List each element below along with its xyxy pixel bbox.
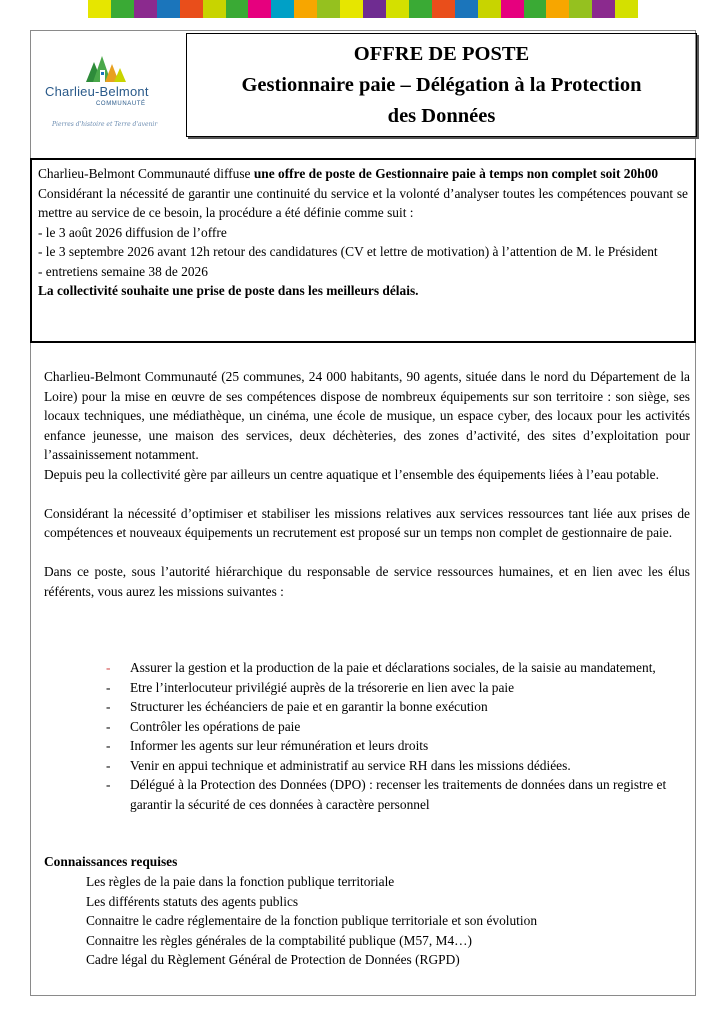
mission-text: Informer les agents sur leur rémunération et leurs droits <box>130 738 429 753</box>
mission-text: Contrôler les opérations de paie <box>130 718 301 734</box>
logo-subtitle: COMMUNAUTÉ <box>96 101 146 107</box>
title-line-1: OFFRE DE POSTE <box>353 43 530 65</box>
list-item: Les différents statuts des agents publics <box>86 893 299 909</box>
color-stripe <box>340 0 363 18</box>
paragraph-presentation: Charlieu-Belmont Communauté (25 communes, 24 000 habitants, 90 agents, située dans le nord du Département de la Loire) pour la mise en œuvre de ses compétences dispose de nombreux équipements sur son territoire : son siège, ses locaux techniques, une médiathèque, un cinéma, une école de musique, un espace cyber, des locaux pour les activités enfance jeunesse, une maison des services, deux déchèteries, des zones d’activité, des sites d’exploitation pour l’assainissement notamment. <box>44 369 690 462</box>
mission-text: Venir en appui technique et administratif au service RH dans les missions dédiées. <box>130 757 571 773</box>
list-item: Connaitre les règles générales de la comptabilité publique (M57, M4…) <box>86 932 472 948</box>
offer-intro-bold: une offre de poste de Gestionnaire paie à temps non complet soit 20h00 <box>253 166 659 181</box>
paragraph-recruitment: Considérant la nécessité d’optimiser et stabiliser les missions relatives aux services ressources tant liée aux prises de compétences et nouveaux équipements un recrutement est proposé sur un temps non complet de gestionnaire de paie. <box>44 505 690 540</box>
title-line-2: Gestionnaire paie – Délégation à la Protection <box>241 74 642 96</box>
color-stripe <box>226 0 249 18</box>
color-stripe <box>157 0 180 18</box>
color-stripe <box>134 0 157 18</box>
color-stripe <box>317 0 340 18</box>
requirements-title: Connaissances requises <box>44 854 178 869</box>
color-stripe <box>592 0 615 18</box>
color-stripe <box>271 0 294 18</box>
color-stripe <box>248 0 271 18</box>
color-stripe <box>615 0 638 18</box>
list-item: Cadre légal du Règlement Général de Protection de Données (RGPD) <box>86 952 460 967</box>
list-item: - Venir en appui technique et administratif au service RH dans les missions dédiées. <box>106 757 571 773</box>
color-stripe-banner <box>88 0 638 18</box>
color-stripe <box>478 0 501 18</box>
list-item: - Assurer la gestion et la production de la paie et déclarations sociales, de la saisie au mandatement, <box>106 660 656 675</box>
list-item: - Structurer les échéanciers de paie et en garantir la bonne exécution <box>106 699 488 714</box>
mission-text: Structurer les échéanciers de paie et en garantir la bonne exécution <box>130 699 488 714</box>
title-line-3: des Données <box>387 105 496 127</box>
color-stripe <box>432 0 455 18</box>
list-item: - Délégué à la Protection des Données (DPO) : recenser les traitements de données dans un registre et garantir la sécurité de ces données à caractère personnel <box>106 777 667 812</box>
color-stripe <box>409 0 432 18</box>
color-stripe <box>363 0 386 18</box>
offer-intro <box>38 164 688 184</box>
list-item: - Informer les agents sur leur rémunération et leurs droits <box>106 738 429 753</box>
offer-step-2: - le 3 septembre 2026 avant 12h retour des candidatures (CV et lettre de motivation) à l’attention de M. le Président <box>38 244 658 259</box>
offer-considering: Considérant la nécessité de garantir une continuité du service et la volonté d’analyser toutes les compétences pouvant se mettre au service de ce besoin, la procédure a été définie comme suit : <box>38 185 688 220</box>
offer-closing <box>38 281 688 301</box>
offer-step-1: - le 3 août 2026 diffusion de l’offre <box>38 224 227 240</box>
color-stripe <box>455 0 478 18</box>
list-item: - Contrôler les opérations de paie <box>106 718 301 734</box>
color-stripe <box>524 0 547 18</box>
color-stripe <box>88 0 111 18</box>
logo-slogan: Pierres d'histoire et Terre d'avenir <box>52 121 158 128</box>
mission-text: Assurer la gestion et la production de la paie et déclarations sociales, de la saisie au mandatement, <box>130 660 656 675</box>
offer-intro-plain: Charlieu-Belmont Communauté diffuse <box>38 166 254 181</box>
list-item: - Etre l’interlocuteur privilégié auprès de la trésorerie en lien avec la paie <box>106 679 515 695</box>
color-stripe <box>294 0 317 18</box>
color-stripe <box>203 0 226 18</box>
title-box <box>186 33 697 137</box>
color-stripe <box>501 0 524 18</box>
logo-name: Charlieu-Belmont <box>45 84 149 99</box>
color-stripe <box>386 0 409 18</box>
offer-summary-box <box>30 158 696 343</box>
requirements-list <box>86 872 537 970</box>
offer-step-3: - entretiens semaine 38 de 2026 <box>38 263 208 279</box>
mission-text: Etre l’interlocuteur privilégié auprès de la trésorerie en lien avec la paie <box>130 679 515 695</box>
paragraph-missions-intro: Dans ce poste, sous l’autorité hiérarchique du responsable de service ressources humaines, et en lien avec les élus référents, vous aurez les missions suivantes : <box>44 564 690 599</box>
list-item: Connaitre le cadre réglementaire de la fonction publique territoriale et son évolution <box>86 913 538 928</box>
color-stripe <box>569 0 592 18</box>
missions-list <box>100 658 690 814</box>
main-text <box>44 367 690 601</box>
color-stripe <box>546 0 569 18</box>
color-stripe <box>111 0 134 18</box>
paragraph-recent: Depuis peu la collectivité gère par ailleurs un centre aquatique et l’ensemble des équipements liées à l’eau potable. <box>44 466 659 482</box>
list-item: Les règles de la paie dans la fonction publique territoriale <box>86 874 395 889</box>
color-stripe <box>180 0 203 18</box>
mission-text: Délégué à la Protection des Données (DPO) : recenser les traitements de données dans un registre et garantir la sécurité de ces données à caractère personnel <box>130 777 667 812</box>
offer-closing-text: La collectivité souhaite une prise de poste dans les meilleurs délais. <box>38 283 419 298</box>
